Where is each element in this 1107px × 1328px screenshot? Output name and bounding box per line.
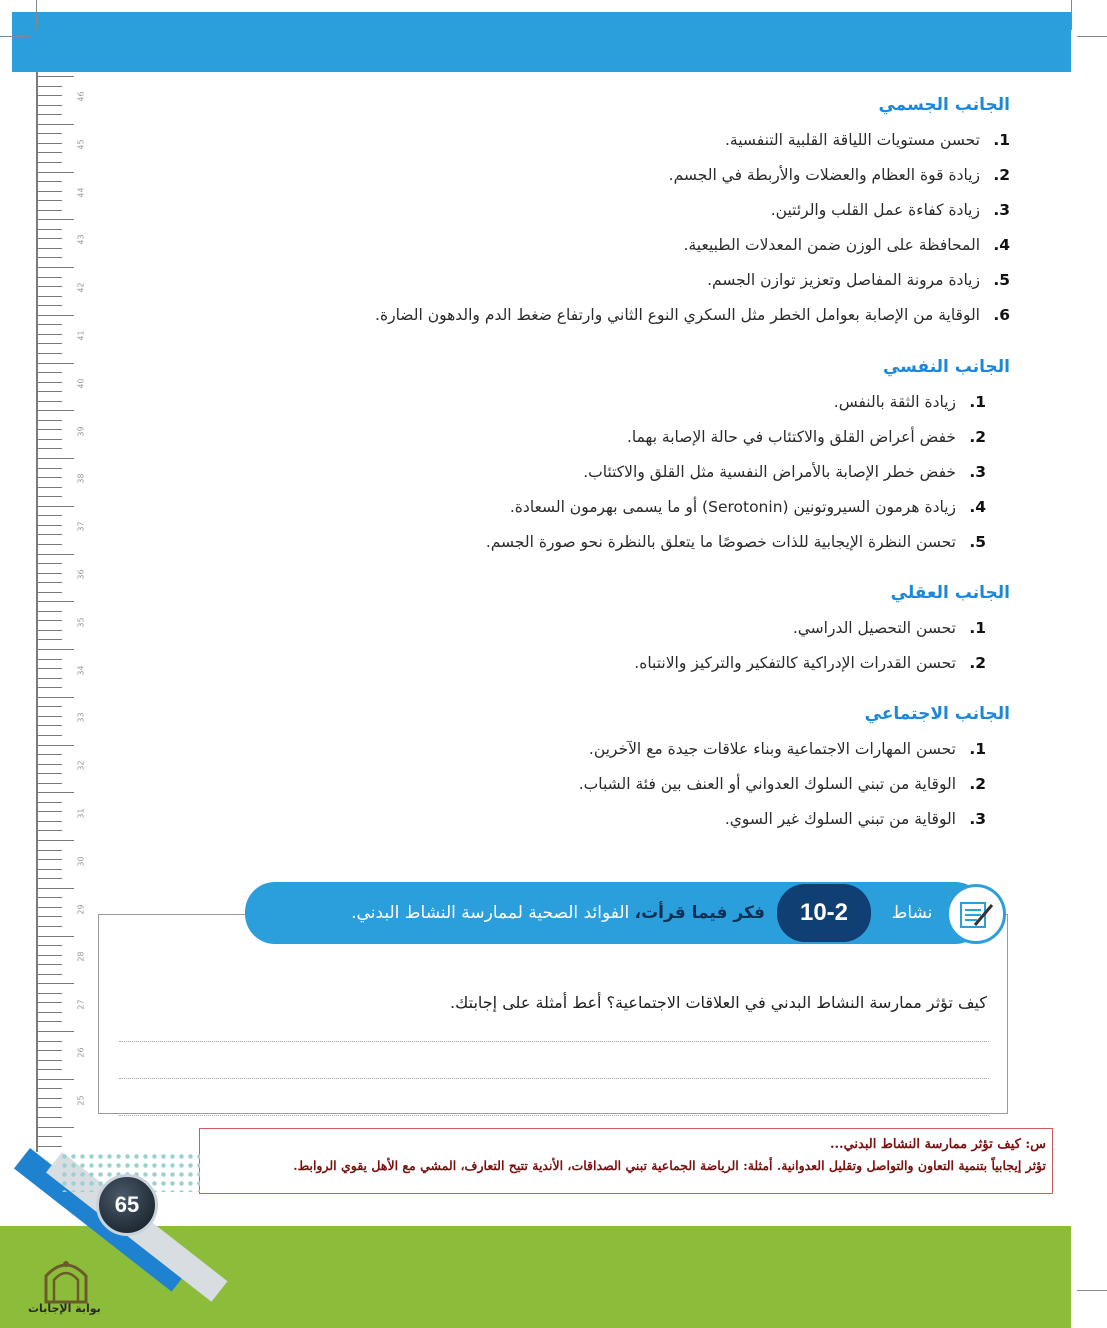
ruler-tick	[38, 496, 62, 497]
ruler-number: 44	[76, 187, 86, 198]
list-item: 3.الوقاية من تبني السلوك غير السوي.	[724, 810, 986, 828]
ruler-tick	[38, 764, 62, 765]
ruler-tick	[38, 668, 62, 669]
section-social	[579, 704, 1010, 839]
ruler-number: 42	[76, 282, 86, 293]
ruler-tick	[38, 620, 62, 621]
ruler-tick	[38, 229, 62, 230]
ruler-tick	[38, 792, 74, 793]
ruler-tick	[38, 563, 62, 564]
ruler-tick	[38, 964, 62, 965]
section-title: الجانب العقلي	[890, 583, 1010, 603]
ruler-tick	[38, 401, 62, 402]
list-item: 2.زيادة قوة العظام والعضلات والأربطة في الجسم.	[668, 166, 1010, 184]
section-title: الجانب النفسي	[882, 357, 1010, 377]
ruler-tick	[38, 1088, 62, 1089]
ruler-tick	[38, 105, 62, 106]
ruler-tick	[38, 124, 74, 125]
ruler-tick	[38, 888, 74, 889]
page-number: 65	[96, 1174, 158, 1236]
list-item: 6.الوقاية من الإصابة بعوامل الخطر مثل السكري النوع الثاني وارتفاع ضغط الدم والدهون الضارة.	[375, 306, 1010, 324]
ruler-tick	[38, 554, 74, 555]
ruler-tick	[38, 983, 74, 984]
ruler-number: 38	[76, 473, 86, 484]
ruler-number: 29	[76, 904, 86, 915]
section-mental	[634, 583, 1010, 683]
ruler-tick	[38, 95, 62, 96]
ruler-tick	[38, 811, 62, 812]
list-item: 5.تحسن النظرة الإيجابية للذات خصوصًا ما يتعلق بالنظرة نحو صورة الجسم.	[485, 533, 986, 551]
ruler-tick	[38, 372, 62, 373]
ruler-tick	[38, 993, 62, 994]
list-item: 2.الوقاية من تبني السلوك العدواني أو العنف بين فئة الشباب.	[578, 775, 986, 793]
ruler-tick	[38, 334, 62, 335]
ruler-tick	[38, 257, 62, 258]
list-item: 1.زيادة الثقة بالنفس.	[833, 393, 986, 411]
ruler-tick	[38, 1069, 62, 1070]
ruler-tick	[38, 926, 62, 927]
ruler-tick	[38, 515, 62, 516]
ruler-tick	[38, 544, 62, 545]
ruler-tick	[38, 353, 62, 354]
ruler-tick	[38, 420, 62, 421]
activity-answer-area[interactable]	[98, 914, 1008, 1114]
ruler-tick	[38, 897, 62, 898]
ruler-tick	[38, 458, 74, 459]
ruler-tick	[38, 525, 62, 526]
ruler-tick	[38, 601, 74, 602]
margin-ruler	[36, 72, 96, 1152]
ruler-tick	[38, 1021, 62, 1022]
ruler-tick	[38, 678, 62, 679]
ruler-tick	[38, 783, 62, 784]
section-title: الجانب الاجتماعي	[864, 704, 1010, 724]
ruler-tick	[38, 410, 74, 411]
activity-box	[98, 882, 1008, 1115]
ruler-tick	[38, 267, 74, 268]
ruler-tick	[38, 611, 62, 612]
ruler-tick	[38, 1050, 62, 1051]
activity-title: فكر فيما قرأت، الفوائد الصحية لممارسة النشاط البدني.	[351, 903, 765, 923]
crop-mark	[36, 0, 37, 30]
ruler-tick	[38, 487, 62, 488]
ruler-tick	[38, 162, 62, 163]
ruler-tick	[38, 1031, 74, 1032]
list-item: 5.زيادة مرونة المفاصل وتعزيز توازن الجسم.	[707, 271, 1010, 289]
ruler-number: 35	[76, 617, 86, 628]
activity-question: كيف تؤثر ممارسة النشاط البدني في العلاقات الاجتماعية؟ أعط أمثلة على إجابتك.	[450, 993, 987, 1012]
ruler-tick	[38, 1079, 74, 1080]
ruler-tick	[38, 315, 74, 316]
ruler-tick	[38, 133, 62, 134]
ruler-tick	[38, 391, 62, 392]
ruler-tick	[38, 191, 62, 192]
answer-text: تؤثر إيجابياً بتنمية التعاون والتواصل وتقليل العدوانية. أمثلة: الرياضة الجماعية تبني الصداقات، الأندية تتيح التعارف، المشي مع الأهل يقوي الروابط.	[293, 1158, 1046, 1173]
ruler-tick	[38, 343, 62, 344]
ruler-tick	[38, 802, 62, 803]
ruler-tick	[38, 830, 62, 831]
ruler-tick	[38, 687, 62, 688]
ruler-tick	[38, 582, 62, 583]
ruler-tick	[38, 277, 62, 278]
ruler-tick	[38, 649, 74, 650]
ruler-number: 31	[76, 808, 86, 819]
ruler-number: 40	[76, 378, 86, 389]
ruler-tick	[38, 659, 62, 660]
answer-box	[199, 1128, 1053, 1194]
ruler-tick	[38, 1012, 62, 1013]
ruler-tick	[38, 286, 62, 287]
ruler-tick	[38, 840, 74, 841]
ruler-tick	[38, 76, 74, 77]
ruler-number: 46	[76, 91, 86, 102]
ruler-number: 33	[76, 712, 86, 723]
ruler-tick	[38, 477, 62, 478]
ruler-number: 36	[76, 569, 86, 580]
section-psychological	[486, 357, 1010, 562]
ruler-tick	[38, 859, 62, 860]
list-item: 4.زيادة هرمون السيروتونين (Serotonin) أو ما يسمى بهرمون السعادة.	[509, 498, 986, 516]
list-item: 1.تحسن التحصيل الدراسي.	[792, 619, 986, 637]
list-item: 3.زيادة كفاءة عمل القلب والرئتين.	[770, 201, 1010, 219]
ruler-number: 27	[76, 999, 86, 1010]
crop-mark	[1077, 36, 1107, 37]
ruler-tick	[38, 754, 62, 755]
ruler-tick	[38, 324, 62, 325]
ruler-tick	[38, 573, 62, 574]
ruler-tick	[38, 745, 74, 746]
ruler-tick	[38, 1041, 62, 1042]
ruler-tick	[38, 697, 74, 698]
ruler-tick	[38, 86, 62, 87]
ruler-tick	[38, 630, 62, 631]
ruler-number: 45	[76, 139, 86, 150]
ruler-tick	[38, 945, 62, 946]
ruler-number: 25	[76, 1095, 86, 1106]
ruler-number: 32	[76, 760, 86, 771]
ruler-tick	[38, 248, 62, 249]
ruler-tick	[38, 363, 74, 364]
ruler-number: 39	[76, 426, 86, 437]
activity-number: 10-2	[777, 884, 871, 942]
activity-label: نشاط	[891, 903, 933, 923]
ruler-tick	[38, 1117, 62, 1118]
ruler-tick	[38, 296, 62, 297]
list-item: 1.تحسن المهارات الاجتماعية وبناء علاقات جيدة مع الآخرين.	[588, 740, 986, 758]
ruler-tick	[38, 219, 74, 220]
logo-caption: بوابة الإجابات	[28, 1302, 101, 1315]
ruler-tick	[38, 974, 62, 975]
ruler-tick	[38, 210, 62, 211]
ruler-tick	[38, 172, 74, 173]
ruler-tick	[38, 439, 62, 440]
ruler-tick	[38, 114, 62, 115]
ruler-tick	[38, 181, 62, 182]
ruler-axis	[36, 72, 38, 1152]
ruler-tick	[38, 448, 62, 449]
answer-line	[119, 1041, 989, 1042]
crop-mark	[0, 36, 30, 37]
ruler-tick	[38, 305, 62, 306]
ruler-tick	[38, 1127, 74, 1128]
ruler-number: 34	[76, 665, 86, 676]
pencil-notepad-icon	[946, 884, 1006, 944]
ruler-tick	[38, 878, 62, 879]
ruler-tick	[38, 850, 62, 851]
ruler-tick	[38, 1146, 62, 1147]
ruler-number: 26	[76, 1047, 86, 1058]
list-item: 2.تحسن القدرات الإدراكية كالتفكير والتركيز والانتباه.	[634, 654, 986, 672]
list-item: 3.خفض خطر الإصابة بالأمراض النفسية مثل القلق والاكتئاب.	[583, 463, 986, 481]
ruler-tick	[38, 468, 62, 469]
ruler-tick	[38, 907, 62, 908]
ruler-tick	[38, 821, 62, 822]
ruler-tick	[38, 152, 62, 153]
ruler-tick	[38, 773, 62, 774]
ruler-tick	[38, 429, 62, 430]
list-item: 2.خفض أعراض القلق والاكتئاب في حالة الإصابة بهما.	[626, 428, 986, 446]
ruler-number: 30	[76, 856, 86, 867]
ruler-tick	[38, 382, 62, 383]
ruler-tick	[38, 143, 62, 144]
ruler-tick	[38, 200, 62, 201]
section-title: الجانب الجسمي	[878, 95, 1010, 115]
answer-line	[119, 1115, 989, 1116]
ruler-tick	[38, 238, 62, 239]
ruler-tick	[38, 639, 62, 640]
ruler-tick	[38, 725, 62, 726]
top-color-band	[12, 12, 1071, 72]
ruler-number: 43	[76, 234, 86, 245]
ruler-tick	[38, 506, 74, 507]
ruler-tick	[38, 955, 62, 956]
ruler-tick	[38, 592, 62, 593]
ruler-tick	[38, 716, 62, 717]
ruler-tick	[38, 1002, 62, 1003]
ruler-tick	[38, 1098, 62, 1099]
ruler-tick	[38, 706, 62, 707]
ruler-number: 37	[76, 521, 86, 532]
ruler-tick	[38, 735, 62, 736]
ruler-tick	[38, 1060, 62, 1061]
ruler-number: 41	[76, 330, 86, 341]
ruler-tick	[38, 1136, 62, 1137]
ruler-tick	[38, 936, 74, 937]
ruler-number: 28	[76, 951, 86, 962]
ruler-tick	[38, 534, 62, 535]
answer-question: س: كيف تؤثر ممارسة النشاط البدني...	[830, 1137, 1046, 1152]
answer-line	[119, 1078, 989, 1079]
crop-mark	[1071, 0, 1072, 30]
crop-mark	[1077, 1290, 1107, 1291]
ruler-tick	[38, 916, 62, 917]
list-item: 1.تحسن مستويات اللياقة القلبية التنفسية.	[724, 131, 1010, 149]
ruler-tick	[38, 869, 62, 870]
ruler-tick	[38, 1107, 62, 1108]
list-item: 4.المحافظة على الوزن ضمن المعدلات الطبيعية.	[683, 236, 1010, 254]
section-physical	[375, 95, 1010, 335]
